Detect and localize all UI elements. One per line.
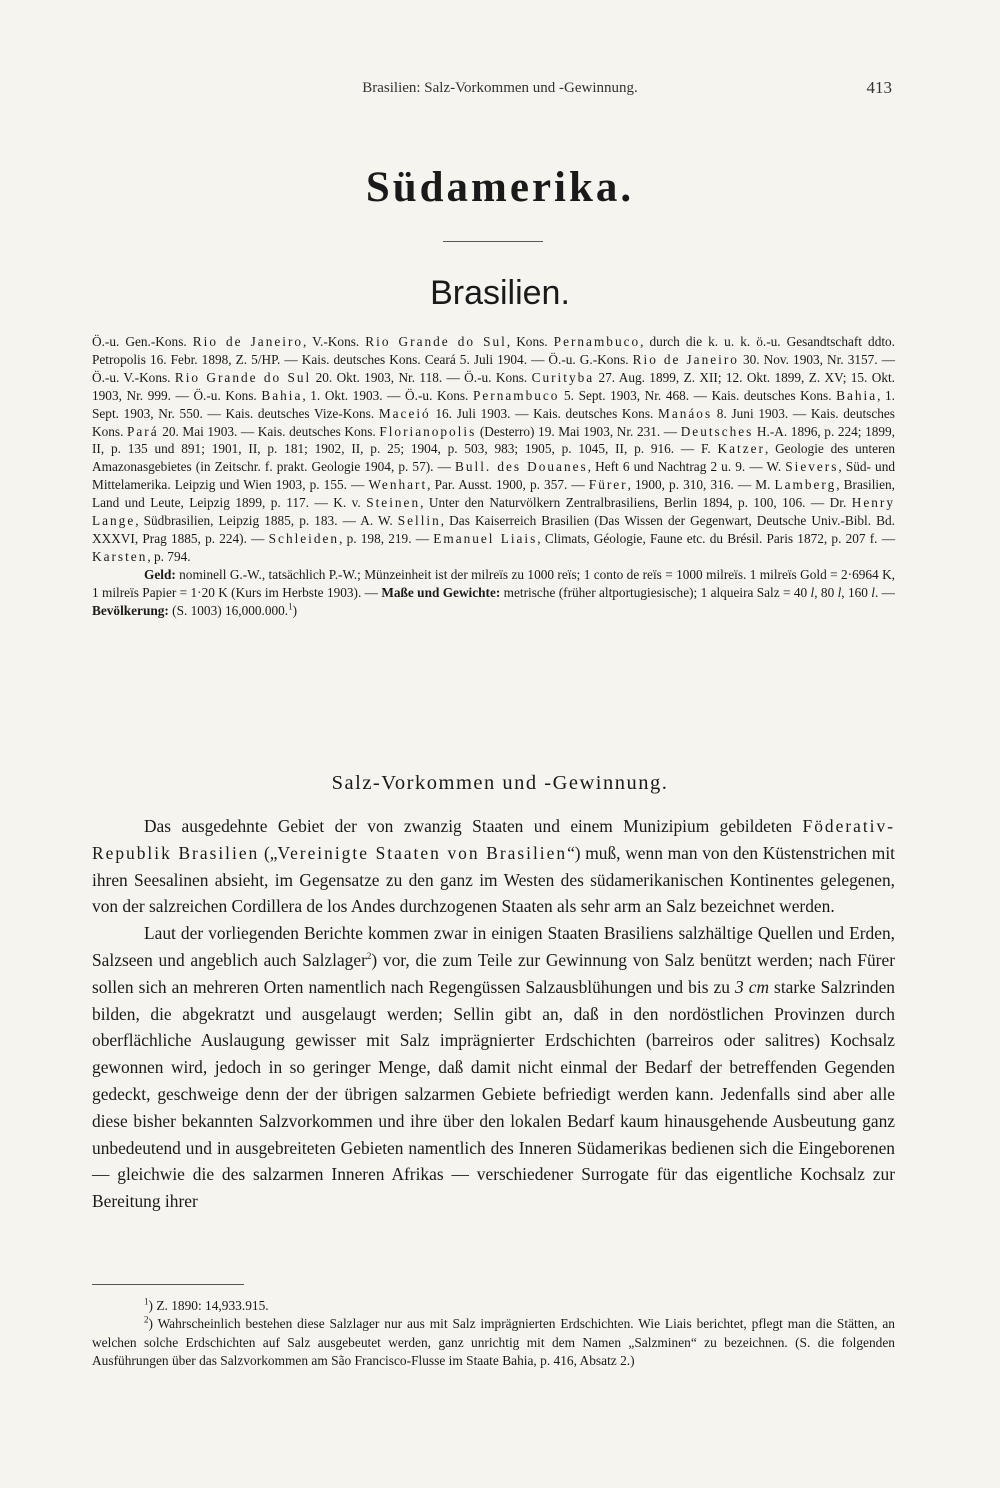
- bevoelkerung-label: Bevölkerung:: [92, 602, 169, 618]
- footnote-ref-paren: ): [371, 949, 378, 970]
- place-name: Manáos: [658, 405, 713, 421]
- footnote-1: [92, 1297, 895, 1315]
- place-name: Bahia: [836, 387, 878, 403]
- sources-text: 20. Okt. 1903, Nr. 118. — Ö.-u. Kons.: [311, 369, 532, 385]
- masse-text: . —: [875, 584, 895, 600]
- author-name: Sellin: [397, 513, 441, 529]
- geld-text: nominell G.-W., tatsächlich P.-W.; Münzeinheit ist der milreïs zu 1000 reïs; 1 conto de reïs = 1000 milreïs. 1 milreïs Gold = 2·6964 K, 1 milreïs Papier = 1·20 K (Kurs im Herbste 1903). —: [92, 566, 895, 600]
- paragraph-1: [92, 813, 895, 920]
- sources-text: (Desterro) 19. Mai 1903, Nr. 231. —: [476, 423, 681, 439]
- paragraph-text: („: [259, 842, 278, 863]
- place-name: Florianopolis: [379, 423, 477, 439]
- author-name: Katzer: [717, 441, 765, 457]
- place-name: Curityba: [531, 369, 595, 385]
- sources-text: , 1. Okt. 1903. — Ö.-u. Kons.: [302, 387, 473, 403]
- author-name: Steinen: [366, 495, 421, 511]
- sources-text: 16. Juli 1903. — Kais. deutsches Kons.: [430, 405, 659, 421]
- sources-text: , durch die k. u. k. ö.-u. Gesandtschaft ddto. Petropolis 16. Febr. 1898, Z. 5/HP. — Kais. deutsches Kons. Ceará 5. Juli 1904. — Ö.-u. G.-Kons.: [92, 334, 896, 367]
- sources-text: , Geologie des unteren Amazonasgebietes (in Zeitschr. f. prakt. Geologie 1904, p. 57). —: [92, 441, 896, 475]
- place-name: Rio de Janeiro: [192, 334, 304, 349]
- sources-text: , Kons.: [506, 334, 554, 349]
- place-name: Rio de Janeiro: [632, 351, 739, 367]
- subheading: Salz-Vorkommen und -Gewinnung.: [331, 772, 669, 794]
- sources-text: , Brasilien, Land und Leute, Leipzig 1899, p. 117. — K. v.: [92, 477, 895, 511]
- author-name: Wenhart: [368, 477, 428, 493]
- place-name: Rio Grande do Sul: [174, 369, 312, 385]
- sources-text: , p. 794.: [147, 548, 191, 564]
- unit-liter: l: [871, 584, 875, 600]
- paragraph-text: Das ausgedehnte Gebiet der von zwanzig Staaten und einem Munizipium gebildeten: [144, 816, 803, 836]
- paragraph-text: starke Salzrinden bilden, die abgekratzt und ausgelaugt werden; Sellin gibt an, daß in den nordöstlichen Provinzen durch oberflächliche Auslaugung gewisser mit Salz imprägnierter Erdschichten (barreiros oder salitres) Kochsalz gewonnen wird, jedoch in so geringer Menge, daß damit nicht einmal der Bedarf der betreffenden Gegenden gedeckt, geschweige denn der der übrigen salzarmen Gebiete befriedigt werden kann. Jedenfalls sind aber alle diese bisher bekannten Salzvorkommen und ihre über den lokalen Bedarf kaum hinausgehende Ausbeutung ganz unbedeutend und in ausgebreiteten Gebieten namentlich des Inneren Südamerikas bedienen sich die Eingeborenen — gleichwie die des salzarmen Inneren Afrikas — verschiedener Surrogate für das eigentliche Kochsalz zur Bereitung ihrer: [92, 976, 896, 1212]
- footnote-text: Wahrscheinlich bestehen diese Salzlager nur aus mit Salz imprägnierten Erdschichten. Wie Liais berichtet, pflegt man die Stätten, an welchen solche Erdschichten auf Salz ausgebeutet werden, ganz unrichtig mit dem Namen „Salzminen“ zu bezeichnen. (S. die folgenden Ausführungen über das Salzvorkommen am São Francisco-Flusse im Staate Bahia, p. 416, Absatz 2.): [92, 1316, 895, 1368]
- masse-text: , 80: [814, 584, 838, 600]
- source-name: Bull. des Douanes: [454, 459, 588, 475]
- sources-text: , 1. Sept. 1903, Nr. 550. — Kais. deutsches Vize-Kons.: [92, 387, 896, 421]
- author-name: Karsten: [92, 548, 148, 564]
- footnote-2: [92, 1315, 895, 1370]
- geld-label: Geld:: [144, 566, 176, 582]
- author-name: Schleiden: [268, 530, 340, 546]
- sources-text: , V.-Kons.: [303, 334, 366, 349]
- footnote-mark: 1: [144, 1296, 149, 1307]
- footnote-ref-2: 2: [366, 951, 372, 962]
- place-name: Pernambuco: [553, 334, 641, 349]
- place-name: Pernambuco: [472, 387, 560, 403]
- source-name: Deutsches: [680, 423, 754, 439]
- sources-text: , Heft 6 und Nachtrag 2 u. 9. — W.: [587, 459, 786, 475]
- facts-block: [92, 566, 895, 620]
- author-name: Lamberg: [774, 477, 837, 493]
- sources-text: Ö.-u. Gen.-Kons.: [92, 334, 193, 349]
- paragraph-text: vor, die zum Teile zur Gewinnung von Salz benützt werden; nach Fürer sollen sich an mehreren Orten namentlich nach Regengüssen Salzausblühungen und bis zu: [92, 949, 895, 997]
- sources-text: , Süd- und Mittelamerika. Leipzig und Wien 1903, p. 155. —: [92, 459, 895, 493]
- sources-text: , Climats, Géologie, Faune etc. du Brésil. Paris 1872, p. 207 f. —: [537, 530, 895, 546]
- masse-text: metrische (früher altportugiesische); 1 alqueira Salz = 40: [500, 584, 811, 600]
- sources-text: 5. Sept. 1903, Nr. 468. — Kais. deutsches Kons.: [559, 387, 837, 403]
- sources-text: H.-A. 1896, p. 224; 1899, II, p. 135 und 891; 1901, II, p. 181; 1902, II, p. 25; 1904, p. 503, 983; 1905, p. 1045, II, p. 916. — F.: [92, 423, 895, 457]
- place-name: Bahia: [261, 387, 303, 403]
- masse-text: , 160: [841, 584, 872, 600]
- sources-text: 8. Juni 1903. — Kais. deutsches Kons.: [92, 405, 895, 439]
- sources-block: [92, 333, 895, 620]
- measure: 3 cm: [734, 976, 770, 997]
- title-divider: [443, 241, 543, 242]
- page-number: 413: [866, 78, 892, 97]
- paragraph-2: [92, 920, 895, 1215]
- footnote-text: Z. 1890: 14,933.915.: [152, 1298, 269, 1313]
- footnote-mark-paren: ): [148, 1316, 153, 1332]
- body-text: [92, 813, 895, 1215]
- footnote-mark: 2: [144, 1314, 149, 1325]
- footnote-mark-paren: ): [148, 1298, 153, 1313]
- masse-label: Maße und Gewichte:: [381, 584, 501, 600]
- author-name: Henry Lange: [92, 495, 895, 529]
- paragraph-text: Laut der vorliegenden Berichte kommen zwar in einigen Staaten Brasiliens salzhältige Quellen und Erden, Salzseen und angeblich auch Salzlager: [92, 923, 895, 970]
- country-name: Föderativ-Republik Brasilien: [92, 816, 895, 863]
- footnote-ref-1: 1: [288, 601, 293, 612]
- sources-text: , Unter den Naturvölkern Zentralbrasiliens, Berlin 1894, p. 100, 106. — Dr.: [420, 495, 852, 511]
- footnote-ref-paren: ): [292, 602, 298, 618]
- place-name: Pará: [126, 423, 159, 439]
- author-name: Emanuel Liais: [433, 530, 538, 546]
- author-name: Fürer: [588, 477, 628, 493]
- sources-text: , p. 198, 219. —: [339, 530, 434, 546]
- footnotes: [92, 1297, 895, 1370]
- unit-liter: l: [810, 584, 815, 600]
- sources-text: , 1900, p. 310, 316. — M.: [627, 477, 775, 493]
- sources-text: 20. Mai 1903. — Kais. deutsches Kons.: [158, 423, 380, 439]
- sources-text: , Par. Ausst. 1900, p. 357. —: [427, 477, 589, 493]
- author-name: Sievers: [785, 459, 839, 475]
- unit-liter: l: [837, 584, 842, 600]
- bevoelkerung-text: (S. 1003) 16,000.000.: [168, 602, 289, 618]
- sources-text: , Südbrasilien, Leipzig 1885, p. 183. — A. W.: [135, 513, 398, 529]
- running-head: Brasilien: Salz-Vorkommen und -Gewinnung.: [362, 80, 638, 96]
- sources-text: , Das Kaiserreich Brasilien (Das Wissen der Gegenwart, Deutsche Univ.-Bibl. Bd. XXXVI, Prag 1885, p. 224). —: [92, 513, 895, 546]
- footnote-divider: [92, 1284, 244, 1285]
- country-name: Vereinigte Staaten von Brasilien: [277, 842, 568, 863]
- country-title: Brasilien.: [430, 274, 570, 312]
- paragraph-text: “) muß, wenn man von den Küstenstrichen mit ihren Seesalinen absieht, im Gegensatze zu den ganz im Westen des südamerikanischen Kontinentes gelegenen, von der salzreichen Cordillera de los Andes durchzogenen Staaten als sehr arm an Salz bezeichnet werden.: [92, 842, 895, 917]
- section-title: Südamerika.: [365, 164, 635, 211]
- sources-text: 30. Nov. 1903, Nr. 3157. — Ö.-u. V.-Kons.: [92, 351, 895, 385]
- place-name: Rio Grande do Sul: [365, 334, 507, 349]
- place-name: Maceió: [378, 405, 431, 421]
- sources-text: 27. Aug. 1899, Z. XII; 12. Okt. 1899, Z. XV; 15. Okt. 1903, Nr. 999. — Ö.-u. Kons.: [92, 369, 896, 403]
